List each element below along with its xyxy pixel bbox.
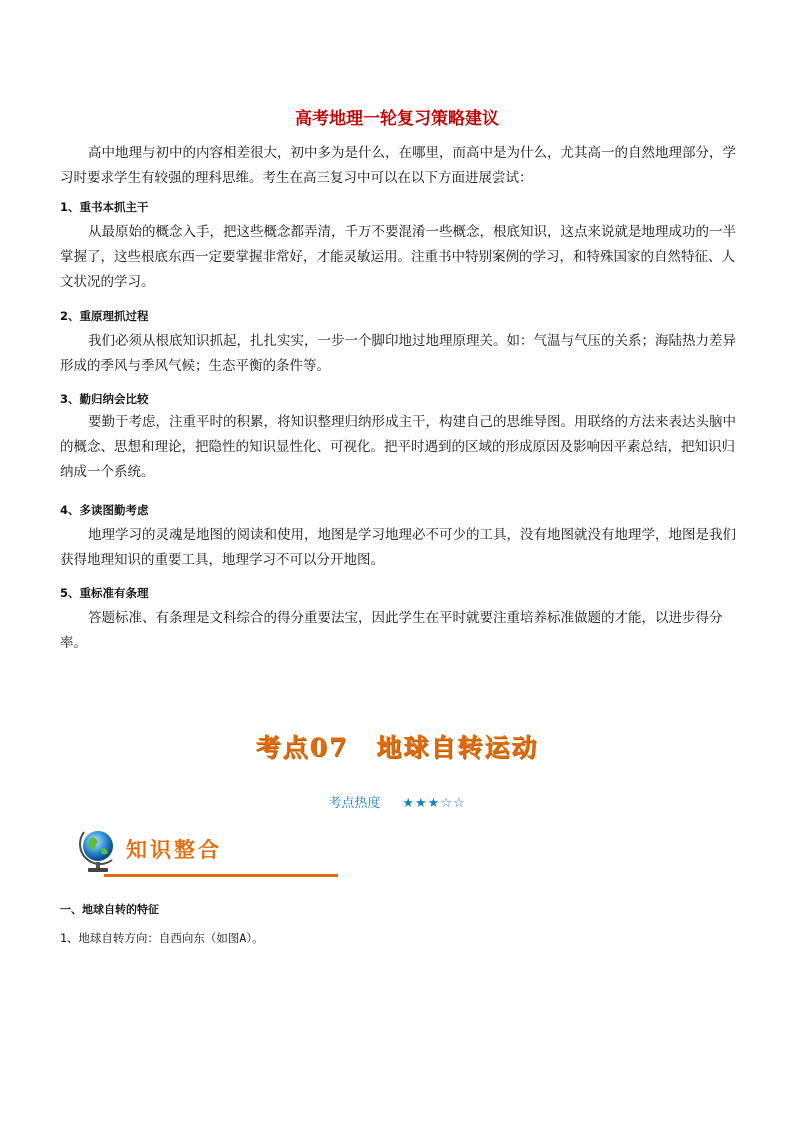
heat-label: 考点热度 [328,796,381,811]
page-title: 高考地理一轮复习策略建议 [295,109,499,129]
subsection-heading: 一、地球自转的特征 [60,903,159,916]
knowledge-banner [76,826,266,878]
topic-code: 考点07 [255,733,349,762]
section-3-heading: 3、勤归纳会比较 [60,392,149,406]
topic-name: 地球自转运动 [376,733,539,762]
section-2-body: 我们必须从根底知识抓起，扎扎实实，一步一个脚印地过地理原理关。如：气温与气压的关系；海陆热力差异形成的季风与季风气候；生态平衡的条件等。 [60,333,736,374]
banner-title: 知识整合 [126,837,222,862]
banner-underline [104,874,338,877]
section-2-heading: 2、重原理抓过程 [60,309,149,323]
globe-icon [76,826,120,874]
section-4-heading: 4、多读图勤考虑 [60,503,149,517]
section-1-body: 从最原始的概念入手，把这些概念都弄清，千万不要混淆一些概念，根底知识，这点来说就是地理成功的一半掌握了，这些根底东西一定要掌握非常好，才能灵敏运用。注重书中特别案例的学习，和特殊国家的自然特征、人文状况的学习。 [60,224,736,290]
topic-title [0,728,794,764]
subsection-item: 1、地球自转方向：自西向东（如图A）。 [60,931,264,945]
intro-paragraph: 高中地理与初中的内容相差很大，初中多为是什么，在哪里，而高中是为什么，尤其高一的自然地理部分，学习时要求学生有较强的理科思维。考生在高三复习中可以在以下方面进展尝试： [60,145,736,186]
section-3-body: 要勤于考虑，注重平时的积累，将知识整理归纳形成主干，构建自己的思维导图。用联络的方法来表达头脑中的概念、思想和理论，把隐性的知识显性化、可视化。把平时遇到的区域的形成原因及影响因平素总结，把知识归纳成一个系统。 [60,414,736,480]
section-5-body: 答题标准、有条理是文科综合的得分重要法宝，因此学生在平时就要注重培养标准做题的才能，以进步得分率。 [60,610,723,651]
section-4-body: 地理学习的灵魂是地图的阅读和使用，地图是学习地理必不可少的工具，没有地图就没有地理学，地图是我们获得地理知识的重要工具，地理学习不可以分开地图。 [60,527,736,568]
heat-stars: ★★★☆☆ [402,796,466,811]
section-5-heading: 5、重标准有条理 [60,586,149,600]
topic-heat [0,792,794,811]
section-1-heading: 1、重书本抓主干 [60,200,149,214]
